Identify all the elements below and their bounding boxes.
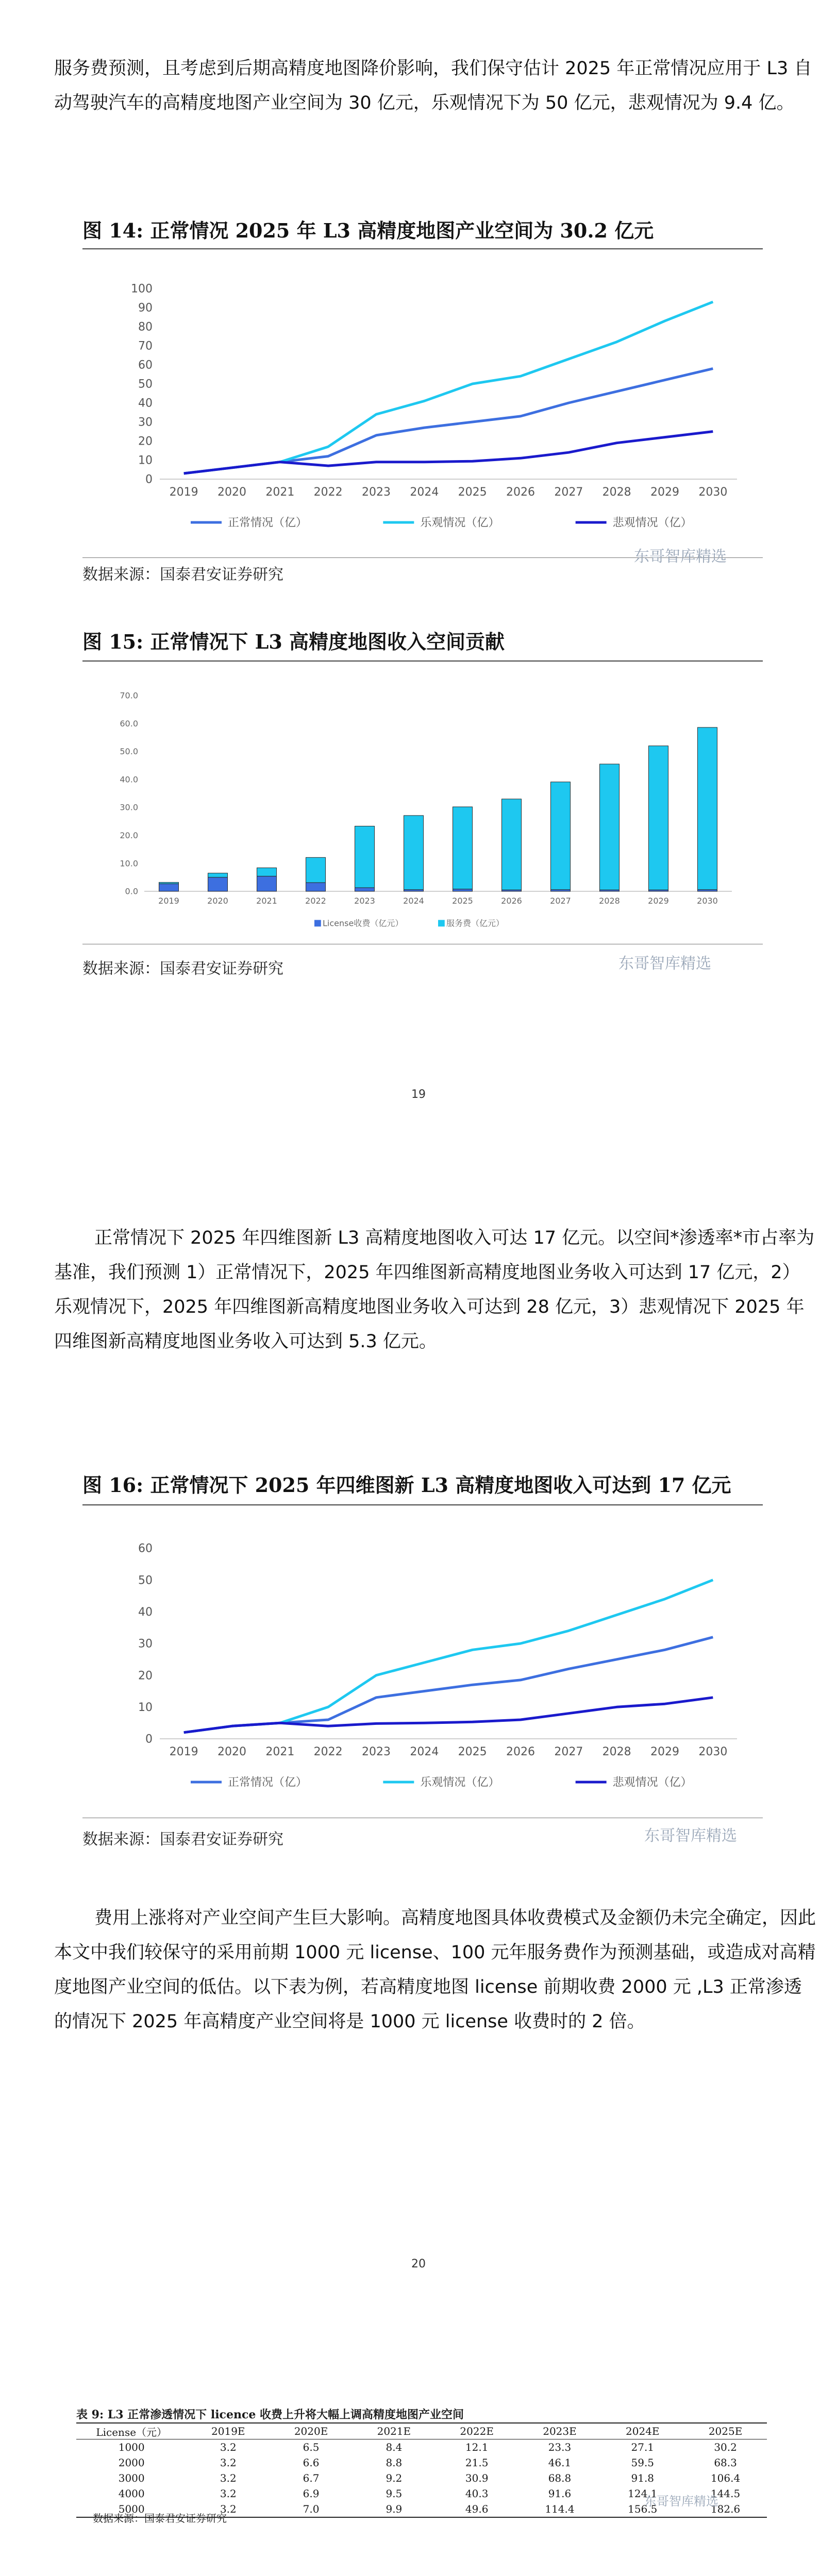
table-cell: 30.2 [714, 2441, 737, 2453]
table-cell: 6.9 [303, 2487, 320, 2500]
x-tick-label: 2026 [506, 1745, 535, 1758]
y-tick-label: 20 [138, 435, 153, 448]
table-cell: 40.3 [465, 2487, 489, 2500]
table-cell: 9.2 [386, 2472, 403, 2484]
table9-header-row [76, 2423, 767, 2439]
table-cell: 12.1 [465, 2441, 489, 2453]
x-tick-label: 2028 [602, 486, 631, 499]
figure15-title: 图 15: 正常情况下 L3 高精度地图收入空间贡献 [82, 630, 505, 653]
table-cell: 106.4 [710, 2472, 741, 2484]
page-number-19: 19 [411, 1088, 426, 1101]
x-tick-label: 2022 [313, 486, 343, 499]
bar [306, 883, 326, 891]
table-row [76, 2455, 767, 2470]
bar [208, 877, 228, 891]
table9-header: 2020E [270, 2423, 353, 2439]
x-tick-label: 2027 [550, 896, 571, 906]
legend-label: License收费（亿元） [323, 918, 404, 927]
bar [404, 816, 424, 890]
y-tick-label: 20.0 [120, 831, 138, 841]
y-tick-label: 30.0 [120, 802, 138, 812]
x-tick-label: 2030 [698, 486, 728, 499]
x-tick-label: 2019 [169, 1745, 198, 1758]
paragraph-license-impact: 费用上涨将对产业空间产生巨大影响。高精度地图具体收费模式及金额仍未完全确定，因此本文中我们较保守的采用前期 1000 元 license、100 元年服务费作为预测基础，或造成对高精度地图产业空间的低估。以下表为例，若高精度地图 license 前期收费 2000 元 ,L3 正常渗透的情况下 2025 年高精度产业空间将是 1000 元 license 收费时的 2 倍。 [54, 1908, 816, 2032]
table9-header: 2025E [684, 2423, 767, 2439]
legend-label: 乐观情况（亿） [420, 516, 500, 530]
bar [355, 826, 375, 888]
bar [698, 727, 717, 890]
x-tick-label: 2029 [650, 1745, 679, 1758]
figure14-source: 数据来源：国泰君安证券研究 [82, 566, 283, 584]
bar [257, 876, 277, 891]
table-cell: 8.4 [386, 2441, 403, 2453]
table-cell: 9.5 [386, 2487, 403, 2500]
x-tick-label: 2019 [169, 486, 198, 499]
table-cell: 5000 [76, 2501, 187, 2517]
x-tick-label: 2021 [265, 1745, 295, 1758]
bar [159, 883, 179, 884]
figure14-watermark: 东哥智库精选 [634, 548, 727, 566]
table-cell: 3.2 [220, 2456, 237, 2469]
table9-header: License（元） [76, 2423, 187, 2439]
table9-header: 2019E [187, 2423, 270, 2439]
y-tick-label: 80 [138, 320, 153, 334]
series-line [184, 368, 713, 473]
table9-header: 2022E [436, 2423, 518, 2439]
table9-header: 2023E [518, 2423, 601, 2439]
table-cell: 144.5 [710, 2487, 741, 2500]
x-tick-label: 2023 [362, 1745, 391, 1758]
y-tick-label: 50 [138, 378, 153, 391]
legend-label: 乐观情况（亿） [420, 1776, 500, 1789]
figure14-rule [82, 248, 763, 249]
figure16-rule [82, 1504, 763, 1505]
table-cell: 59.5 [631, 2456, 655, 2469]
x-tick-label: 2027 [554, 1745, 583, 1758]
table-cell: 3.2 [187, 2501, 270, 2517]
table-cell: 3000 [118, 2472, 145, 2484]
x-tick-label: 2024 [410, 1745, 439, 1758]
table-cell: 23.3 [548, 2441, 572, 2453]
bar [649, 746, 668, 890]
table9-watermark: 东哥智库精选 [644, 2494, 718, 2509]
x-tick-label: 2020 [217, 486, 246, 499]
y-tick-label: 70.0 [120, 690, 138, 701]
y-tick-label: 60 [138, 359, 153, 372]
paragraph-revenue-forecast: 正常情况下 2025 年四维图新 L3 高精度地图收入可达 17 亿元。以空间*渗透率*市占率为基准，我们预测 1）正常情况下，2025 年四维图新高精度地图业务收入可达到 17 亿元，2）乐观情况下，2025 年四维图新高精度地图业务收入可达到 28 亿元，3）悲观情况下 2025 年四维图新高精度地图业务收入可达到 5.3 亿元。 [54, 1228, 815, 1352]
x-tick-label: 2020 [207, 896, 228, 906]
x-tick-label: 2020 [217, 1745, 246, 1758]
table-cell: 6.7 [303, 2472, 320, 2484]
bar [159, 884, 179, 891]
table-cell: 27.1 [631, 2441, 655, 2453]
table-cell: 68.8 [548, 2472, 572, 2484]
x-tick-label: 2022 [305, 896, 326, 906]
x-tick-label: 2019 [158, 896, 179, 906]
figure15-source: 数据来源：国泰君安证券研究 [82, 960, 283, 978]
table-cell: 3.2 [220, 2487, 237, 2500]
figure15-watermark: 东哥智库精选 [618, 955, 711, 973]
intro-paragraph: 服务费预测，且考虑到后期高精度地图降价影响，我们保守估计 2025 年正常情况应用于 L3 自动驾驶汽车的高精度地图产业空间为 30 亿元，乐观情况下为 50 亿元，悲观情况为 9.4 亿。 [54, 58, 812, 113]
table-cell: 2000 [118, 2456, 145, 2469]
bar [257, 868, 277, 876]
y-tick-label: 50 [138, 1574, 153, 1587]
x-tick-label: 2029 [648, 896, 669, 906]
bar [208, 873, 228, 877]
table-cell: 156.5 [601, 2501, 684, 2517]
x-tick-label: 2024 [410, 486, 439, 499]
figure16-watermark: 东哥智库精选 [644, 1827, 737, 1845]
table9-header: 2021E [353, 2423, 436, 2439]
y-tick-label: 0 [145, 473, 153, 486]
series-line [184, 432, 713, 473]
x-tick-label: 2025 [458, 486, 487, 499]
y-tick-label: 20 [138, 1669, 153, 1683]
table-cell: 124.1 [628, 2487, 658, 2500]
y-tick-label: 10 [138, 454, 153, 467]
y-tick-label: 40.0 [120, 774, 138, 785]
figure14-title: 图 14: 正常情况 2025 年 L3 高精度地图产业空间为 30.2 亿元 [82, 219, 654, 242]
table9-title: 表 9: L3 正常渗透情况下 licence 收费上升将大幅上调高精度地图产业空间 [76, 2408, 464, 2421]
bar [551, 782, 571, 890]
x-tick-label: 2027 [554, 486, 583, 499]
y-tick-label: 60.0 [120, 718, 138, 728]
x-tick-label: 2024 [403, 896, 424, 906]
table-row [76, 2439, 767, 2455]
table-cell: 30.9 [465, 2472, 489, 2484]
series-line [184, 1637, 713, 1733]
figure14-chart [82, 268, 763, 556]
table-row [76, 2470, 767, 2486]
bar [306, 857, 326, 883]
x-tick-label: 2021 [265, 486, 295, 499]
table9-source: 数据来源：国泰君安证券研究 [93, 2512, 227, 2524]
table-cell: 3.2 [220, 2472, 237, 2484]
table-cell: 9.9 [353, 2501, 436, 2517]
table9-header: 2024E [601, 2423, 684, 2439]
y-tick-label: 60 [138, 1542, 153, 1555]
table-cell: 91.6 [548, 2487, 572, 2500]
x-tick-label: 2026 [506, 486, 535, 499]
figure16-chart [82, 1533, 763, 1801]
page-number-20: 20 [411, 2258, 426, 2270]
bar [453, 889, 473, 891]
x-tick-label: 2029 [650, 486, 679, 499]
y-tick-label: 10.0 [120, 858, 138, 869]
table-cell: 91.8 [631, 2472, 655, 2484]
y-tick-label: 40 [138, 397, 153, 410]
x-tick-label: 2023 [354, 896, 375, 906]
table-cell: 49.6 [436, 2501, 518, 2517]
y-tick-label: 0.0 [125, 886, 138, 896]
legend-label: 悲观情况（亿） [612, 516, 692, 530]
x-tick-label: 2028 [599, 896, 620, 906]
series-line [184, 1698, 713, 1733]
y-tick-label: 100 [131, 282, 153, 296]
table-cell: 46.1 [548, 2456, 572, 2469]
x-tick-label: 2023 [362, 486, 391, 499]
x-tick-label: 2022 [313, 1745, 343, 1758]
table-cell: 68.3 [714, 2456, 737, 2469]
y-tick-label: 40 [138, 1606, 153, 1619]
table-cell: 1000 [118, 2441, 145, 2453]
legend-label: 悲观情况（亿） [612, 1776, 692, 1789]
legend-label: 正常情况（亿） [228, 516, 308, 530]
y-tick-label: 70 [138, 340, 153, 353]
x-tick-label: 2025 [452, 896, 473, 906]
table-cell: 114.4 [518, 2501, 601, 2517]
y-tick-label: 0 [145, 1733, 153, 1746]
bar [453, 807, 473, 889]
x-tick-label: 2028 [602, 1745, 631, 1758]
figure16-source: 数据来源：国泰君安证券研究 [82, 1831, 283, 1849]
table-cell: 6.6 [303, 2456, 320, 2469]
legend-label: 正常情况（亿） [228, 1776, 308, 1789]
table-cell: 21.5 [465, 2456, 489, 2469]
figure16-title: 图 16: 正常情况下 2025 年四维图新 L3 高精度地图收入可达到 17 亿元 [82, 1473, 731, 1497]
y-tick-label: 10 [138, 1701, 153, 1715]
table-cell: 3.2 [220, 2441, 237, 2453]
table-cell: 6.5 [303, 2441, 320, 2453]
table-cell: 7.0 [270, 2501, 353, 2517]
x-tick-label: 2026 [501, 896, 522, 906]
bar [355, 888, 375, 891]
figure15-chart [82, 680, 763, 927]
bar [600, 764, 620, 890]
legend-label: 服务费（亿元） [446, 918, 505, 927]
y-tick-label: 90 [138, 301, 153, 315]
legend-swatch [314, 920, 321, 927]
x-tick-label: 2025 [458, 1745, 487, 1758]
y-tick-label: 50.0 [120, 747, 138, 757]
figure15-rule [82, 660, 763, 662]
y-tick-label: 30 [138, 1637, 153, 1651]
table-cell: 4000 [118, 2487, 145, 2500]
x-tick-label: 2021 [256, 896, 277, 906]
bar [502, 799, 522, 890]
x-tick-label: 2030 [697, 896, 718, 906]
table-cell: 182.6 [684, 2501, 767, 2517]
legend-swatch [438, 920, 445, 927]
x-tick-label: 2030 [698, 1745, 728, 1758]
y-tick-label: 30 [138, 416, 153, 429]
table-cell: 8.8 [386, 2456, 403, 2469]
